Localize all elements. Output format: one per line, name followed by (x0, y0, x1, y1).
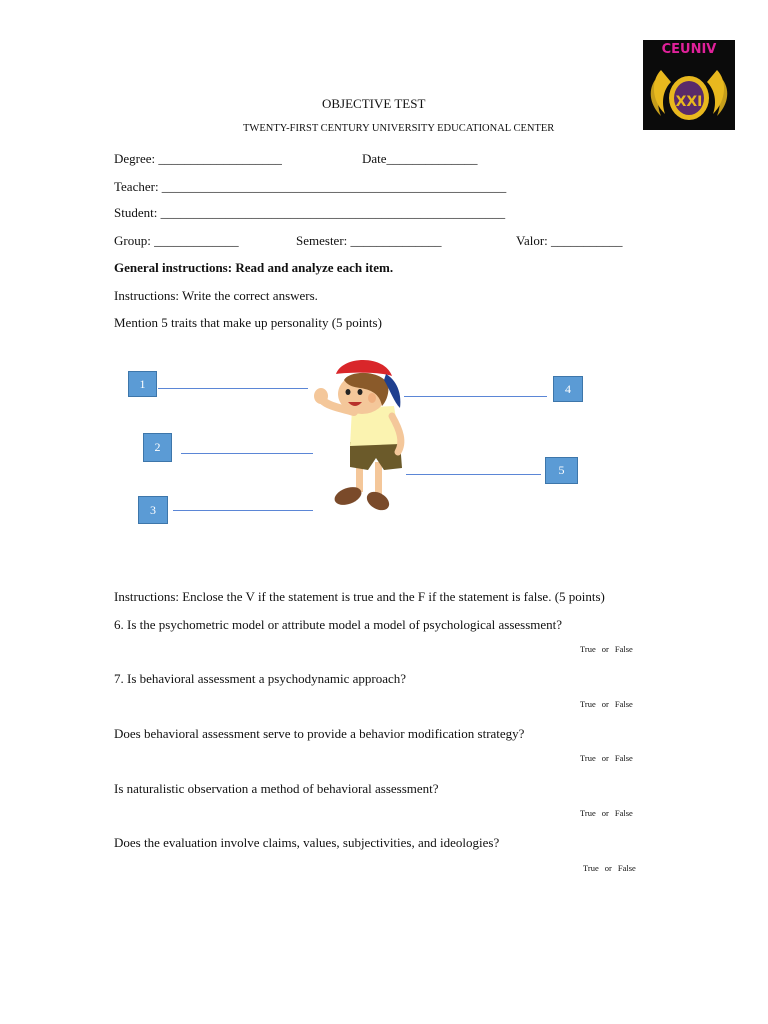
general-instructions: General instructions: Read and analyze each item. (114, 260, 394, 275)
answer-options-9[interactable] (577, 808, 636, 818)
false-option[interactable]: False (614, 644, 633, 654)
date-field[interactable]: Date______________ (362, 151, 478, 166)
svg-text:XXI: XXI (675, 94, 703, 110)
answer-options-10[interactable] (580, 863, 639, 873)
or-label: or (601, 808, 609, 818)
question-7: 7. Is behavioral assessment a psychodynamic approach? (114, 671, 407, 686)
false-option[interactable]: False (614, 808, 633, 818)
group-field[interactable]: Group: _____________ (114, 233, 239, 248)
degree-field[interactable]: Degree: ___________________ (114, 151, 282, 166)
trait-answer-line-3[interactable] (173, 510, 313, 511)
valor-field[interactable]: Valor: ___________ (516, 233, 623, 248)
trait-box-4: 4 (553, 376, 583, 402)
question-6: 6. Is the psychometric model or attribute model a model of psychological assessment? (114, 617, 563, 632)
question-8: Does behavioral assessment serve to provide a behavior modification strategy? (114, 726, 525, 741)
trait-answer-line-2[interactable] (181, 453, 313, 454)
institution-name: TWENTY-FIRST CENTURY UNIVERSITY EDUCATIONAL CENTER (243, 123, 555, 134)
trait-answer-line-5[interactable] (406, 474, 541, 475)
trait-box-5: 5 (545, 457, 578, 484)
false-option[interactable]: False (614, 753, 633, 763)
trait-box-1: 1 (128, 371, 157, 397)
false-option[interactable]: False (614, 699, 633, 709)
page-title: OBJECTIVE TEST (322, 96, 426, 111)
true-option[interactable]: True (583, 863, 599, 873)
true-option[interactable]: True (580, 753, 596, 763)
logo-text: CEUNIV (661, 42, 717, 57)
true-option[interactable]: True (580, 808, 596, 818)
semester-field[interactable]: Semester: ______________ (296, 233, 442, 248)
answer-options-7[interactable] (577, 699, 636, 709)
false-option[interactable]: False (617, 863, 636, 873)
trait-box-3: 3 (138, 496, 168, 524)
answer-options-6[interactable] (577, 644, 636, 654)
true-false-instructions: Instructions: Enclose the V if the statement is true and the F if the statement is false. (5 points) (114, 589, 605, 604)
trait-answer-line-4[interactable] (404, 396, 547, 397)
teacher-field[interactable]: Teacher: _____________________________________________________ (114, 179, 507, 194)
true-option[interactable]: True (580, 644, 596, 654)
ceuniv-logo (643, 40, 735, 130)
or-label: or (601, 753, 609, 763)
traits-question: Mention 5 traits that make up personality (5 points) (114, 315, 382, 330)
question-9: Is naturalistic observation a method of behavioral assessment? (114, 781, 439, 796)
true-option[interactable]: True (580, 699, 596, 709)
write-instructions: Instructions: Write the correct answers. (114, 288, 318, 303)
trait-answer-line-1[interactable] (158, 388, 308, 389)
boy-cartoon-illustration (300, 350, 410, 520)
or-label: or (601, 644, 609, 654)
answer-options-8[interactable] (577, 753, 636, 763)
or-label: or (601, 699, 609, 709)
trait-box-2: 2 (143, 433, 172, 462)
student-field[interactable]: Student: _____________________________________________________ (114, 205, 506, 220)
or-label: or (604, 863, 612, 873)
question-10: Does the evaluation involve claims, values, subjectivities, and ideologies? (114, 835, 500, 850)
